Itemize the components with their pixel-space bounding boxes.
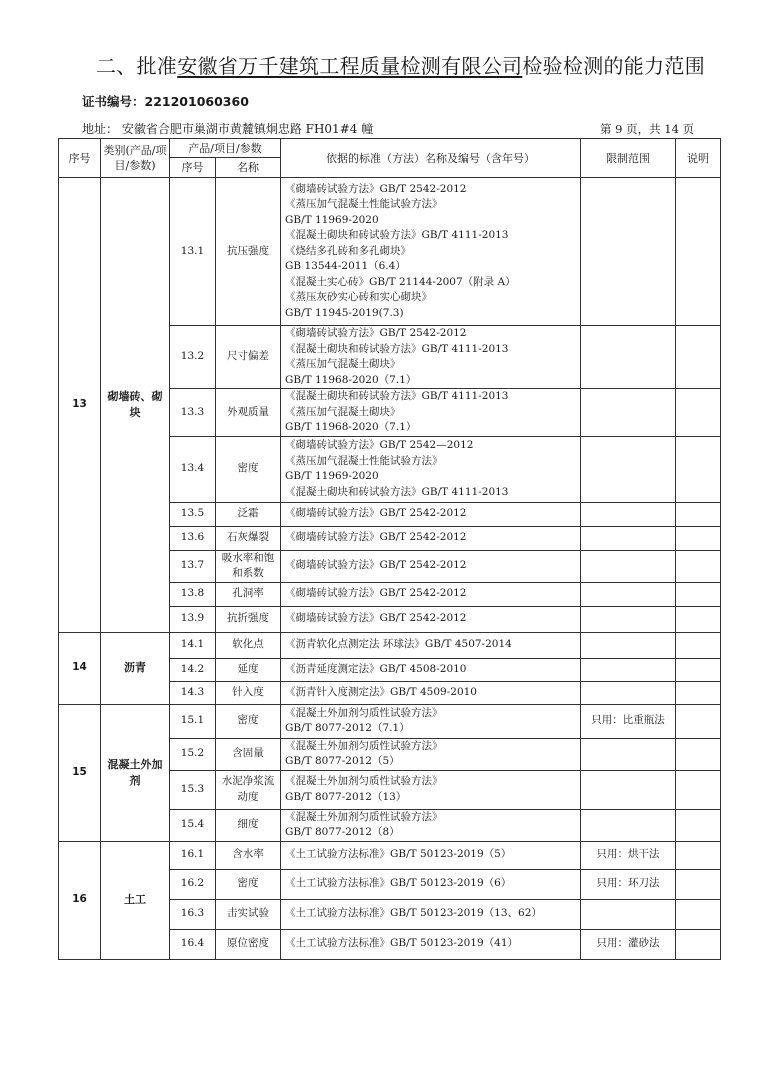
standard-line: 《沥青软化点测定法 环球法》GB/T 4507-2014 <box>285 638 512 651</box>
item-limit <box>581 436 676 502</box>
standard-line: 《蒸压灰砂实心砖和实心砌块》 <box>285 291 433 304</box>
standard-line: 《砌墙砖试验方法》GB/T 2542-2012 <box>285 182 467 195</box>
group-category: 砌墙砖、砌块 <box>101 178 170 633</box>
standard-line: 《砌墙砖试验方法》GB/T 2542-2012 <box>285 559 467 572</box>
standard-line: 《土工试验方法标准》GB/T 50123-2019（41） <box>285 937 519 950</box>
item-standards <box>281 841 581 869</box>
item-limit <box>581 502 676 526</box>
cert-label: 证书编号： <box>82 94 145 109</box>
item-name: 泛霜 <box>216 502 281 526</box>
title-prefix: 二、批准 <box>96 54 178 78</box>
item-name: 密度 <box>216 869 281 899</box>
item-standards <box>281 550 581 582</box>
header-limit: 限制范围 <box>581 139 676 178</box>
cert-value: 221201060360 <box>144 94 249 109</box>
standard-line: 《混凝土外加剂匀质性试验方法》 <box>285 706 443 719</box>
page-title <box>96 50 736 79</box>
item-remark <box>676 658 721 681</box>
certificate-number <box>82 92 249 110</box>
item-standards <box>281 436 581 502</box>
standard-line: 《蒸压加气混凝土性能试验方法》 <box>285 454 443 467</box>
header-remark: 说明 <box>676 139 721 178</box>
item-standards <box>281 899 581 929</box>
item-limit <box>581 326 676 389</box>
standard-line: 《混凝土砌块和砖试验方法》GB/T 4111-2013 <box>285 229 509 242</box>
item-standards <box>281 738 581 770</box>
standard-line: 《混凝土外加剂匀质性试验方法》 <box>285 739 443 752</box>
standard-line: 《混凝土砌块和砖试验方法》GB/T 4111-2013 <box>285 342 509 355</box>
item-name: 石灰爆裂 <box>216 526 281 550</box>
title-company: 安徽省万千建筑工程质量检测有限公司 <box>177 54 523 78</box>
item-standards <box>281 526 581 550</box>
standard-line: 《砌墙砖试验方法》GB/T 2542-2012 <box>285 587 467 600</box>
item-limit <box>581 738 676 770</box>
item-seq: 14.2 <box>170 658 216 681</box>
item-remark <box>676 550 721 582</box>
item-standards <box>281 632 581 658</box>
item-limit: 只用：比重瓶法 <box>581 704 676 738</box>
standard-line: 《混凝土实心砖》GB/T 21144-2007（附录 A） <box>285 275 516 288</box>
item-name: 密度 <box>216 704 281 738</box>
standard-line: GB 13544-2011（6.4） <box>285 260 406 273</box>
item-seq: 13.3 <box>170 389 216 437</box>
item-name: 外观质量 <box>216 389 281 437</box>
table-row <box>59 704 721 738</box>
standard-line: 《混凝土砌块和砖试验方法》GB/T 4111-2013 <box>285 485 509 498</box>
standard-line: GB/T 8077-2012（7.1） <box>285 722 410 734</box>
item-name: 原位密度 <box>216 929 281 959</box>
item-seq: 15.1 <box>170 704 216 738</box>
item-seq: 14.1 <box>170 632 216 658</box>
item-limit <box>581 582 676 606</box>
standard-line: 《蒸压加气混凝土性能试验方法》 <box>285 198 443 211</box>
item-limit <box>581 899 676 929</box>
item-standards <box>281 681 581 704</box>
item-standards <box>281 582 581 606</box>
item-remark <box>676 326 721 389</box>
item-remark <box>676 632 721 658</box>
table-body <box>59 178 721 960</box>
item-name: 尺寸偏差 <box>216 326 281 389</box>
item-limit: 只用：灌砂法 <box>581 929 676 959</box>
item-standards <box>281 658 581 681</box>
standard-line: 《混凝土外加剂匀质性试验方法》 <box>285 810 443 823</box>
item-remark <box>676 869 721 899</box>
item-standards <box>281 704 581 738</box>
item-remark <box>676 178 721 326</box>
title-suffix: 检验检测的能力范围 <box>522 54 706 78</box>
item-remark <box>676 681 721 704</box>
group-category: 土工 <box>101 841 170 959</box>
group-seq: 16 <box>59 841 101 959</box>
item-seq: 13.5 <box>170 502 216 526</box>
table-row <box>59 178 721 326</box>
item-seq: 14.3 <box>170 681 216 704</box>
item-remark <box>676 389 721 437</box>
header-name: 名称 <box>216 158 281 178</box>
item-name: 抗压强度 <box>216 178 281 326</box>
item-standards <box>281 809 581 841</box>
item-remark <box>676 899 721 929</box>
item-seq: 13.9 <box>170 606 216 632</box>
header-product-group: 产品/项目/参数 <box>170 139 281 158</box>
header-category: 类别(产品/项目/参数) <box>101 139 170 178</box>
item-name: 击实试验 <box>216 899 281 929</box>
item-name: 含水率 <box>216 841 281 869</box>
standard-line: 《砌墙砖试验方法》GB/T 2542—2012 <box>285 439 474 451</box>
standard-line: 《砌墙砖试验方法》GB/T 2542-2012 <box>285 612 467 625</box>
item-limit: 只用：烘干法 <box>581 841 676 869</box>
item-standards <box>281 606 581 632</box>
item-remark <box>676 704 721 738</box>
standard-line: GB/T 11969-2020 <box>285 470 379 482</box>
table-row <box>59 632 721 658</box>
standard-line: 《混凝土外加剂匀质性试验方法》 <box>285 775 443 787</box>
standard-line: 《蒸压加气混凝土砌块》 <box>285 405 401 418</box>
item-remark <box>676 502 721 526</box>
standard-line: 《砌墙砖试验方法》GB/T 2542-2012 <box>285 531 467 544</box>
standard-line: GB/T 8077-2012（5） <box>285 755 400 767</box>
standard-line: 《砌墙砖试验方法》GB/T 2542-2012 <box>285 507 467 520</box>
standard-line: GB/T 8077-2012（13） <box>285 790 407 803</box>
item-seq: 13.6 <box>170 526 216 550</box>
item-seq: 13.8 <box>170 582 216 606</box>
item-standards <box>281 389 581 437</box>
item-limit <box>581 770 676 809</box>
item-seq: 15.2 <box>170 738 216 770</box>
standard-line: 《土工试验方法标准》GB/T 50123-2019（6） <box>285 877 512 890</box>
capability-table <box>58 138 721 960</box>
standard-line: 《砌墙砖试验方法》GB/T 2542-2012 <box>285 327 467 339</box>
item-seq: 16.1 <box>170 841 216 869</box>
header-standard: 依据的标准（方法）名称及编号（含年号） <box>281 139 581 178</box>
item-limit <box>581 658 676 681</box>
page-number: 第 9 页，共 14 页 <box>600 122 695 136</box>
item-name: 含固量 <box>216 738 281 770</box>
item-limit <box>581 389 676 437</box>
standard-line: GB/T 8077-2012（8） <box>285 826 400 838</box>
standard-line: 《混凝土砌块和砖试验方法》GB/T 4111-2013 <box>285 390 509 402</box>
group-seq: 14 <box>59 632 101 704</box>
item-remark <box>676 841 721 869</box>
header-sub-seq: 序号 <box>170 158 216 178</box>
item-limit <box>581 681 676 704</box>
address: 地址： 安徽省合肥市巢湖市黄麓镇炯忠路 FH01#4 幢 <box>82 122 374 136</box>
item-limit <box>581 550 676 582</box>
item-remark <box>676 738 721 770</box>
group-category: 混凝土外加剂 <box>101 704 170 841</box>
item-name: 软化点 <box>216 632 281 658</box>
group-category: 沥青 <box>101 632 170 704</box>
item-name: 抗折强度 <box>216 606 281 632</box>
standard-line: 《土工试验方法标准》GB/T 50123-2019（13、62） <box>285 907 542 920</box>
group-seq: 15 <box>59 704 101 841</box>
item-seq: 13.4 <box>170 436 216 502</box>
item-standards <box>281 502 581 526</box>
item-seq: 13.7 <box>170 550 216 582</box>
item-limit <box>581 632 676 658</box>
item-standards <box>281 326 581 389</box>
item-standards <box>281 178 581 326</box>
item-seq: 15.3 <box>170 770 216 809</box>
item-limit <box>581 606 676 632</box>
item-remark <box>676 582 721 606</box>
item-seq: 16.4 <box>170 929 216 959</box>
item-limit <box>581 526 676 550</box>
standard-line: 《沥青针入度测定法》GB/T 4509-2010 <box>285 685 477 698</box>
item-standards <box>281 929 581 959</box>
standard-line: GB/T 11969-2020 <box>285 213 379 226</box>
standard-line: GB/T 11968-2020（7.1） <box>285 373 417 386</box>
item-limit <box>581 809 676 841</box>
item-name: 吸水率和饱和系数 <box>216 550 281 582</box>
item-name: 延度 <box>216 658 281 681</box>
item-standards <box>281 869 581 899</box>
item-seq: 16.3 <box>170 899 216 929</box>
group-seq: 13 <box>59 178 101 633</box>
standard-line: 《沥青延度测定法》GB/T 4508-2010 <box>285 662 467 675</box>
item-remark <box>676 606 721 632</box>
table-row <box>59 841 721 869</box>
standard-line: 《土工试验方法标准》GB/T 50123-2019（5） <box>285 848 512 861</box>
item-name: 孔洞率 <box>216 582 281 606</box>
item-seq: 15.4 <box>170 809 216 841</box>
item-name: 密度 <box>216 436 281 502</box>
header-seq: 序号 <box>59 139 101 178</box>
item-remark <box>676 770 721 809</box>
item-seq: 13.2 <box>170 326 216 389</box>
item-name: 细度 <box>216 809 281 841</box>
standard-line: 《蒸压加气混凝土砌块》 <box>285 358 401 370</box>
item-name: 针入度 <box>216 681 281 704</box>
item-remark <box>676 809 721 841</box>
item-seq: 16.2 <box>170 869 216 899</box>
item-remark <box>676 526 721 550</box>
item-seq: 13.1 <box>170 178 216 326</box>
standard-line: GB/T 11945-2019(7.3) <box>285 306 404 319</box>
item-limit: 只用：环刀法 <box>581 869 676 899</box>
item-name: 水泥净浆流动度 <box>216 770 281 809</box>
item-standards <box>281 770 581 809</box>
item-remark <box>676 436 721 502</box>
standard-line: GB/T 11968-2020（7.1） <box>285 421 417 433</box>
item-limit <box>581 178 676 326</box>
item-remark <box>676 929 721 959</box>
standard-line: 《烧结多孔砖和多孔砌块》 <box>285 244 412 257</box>
